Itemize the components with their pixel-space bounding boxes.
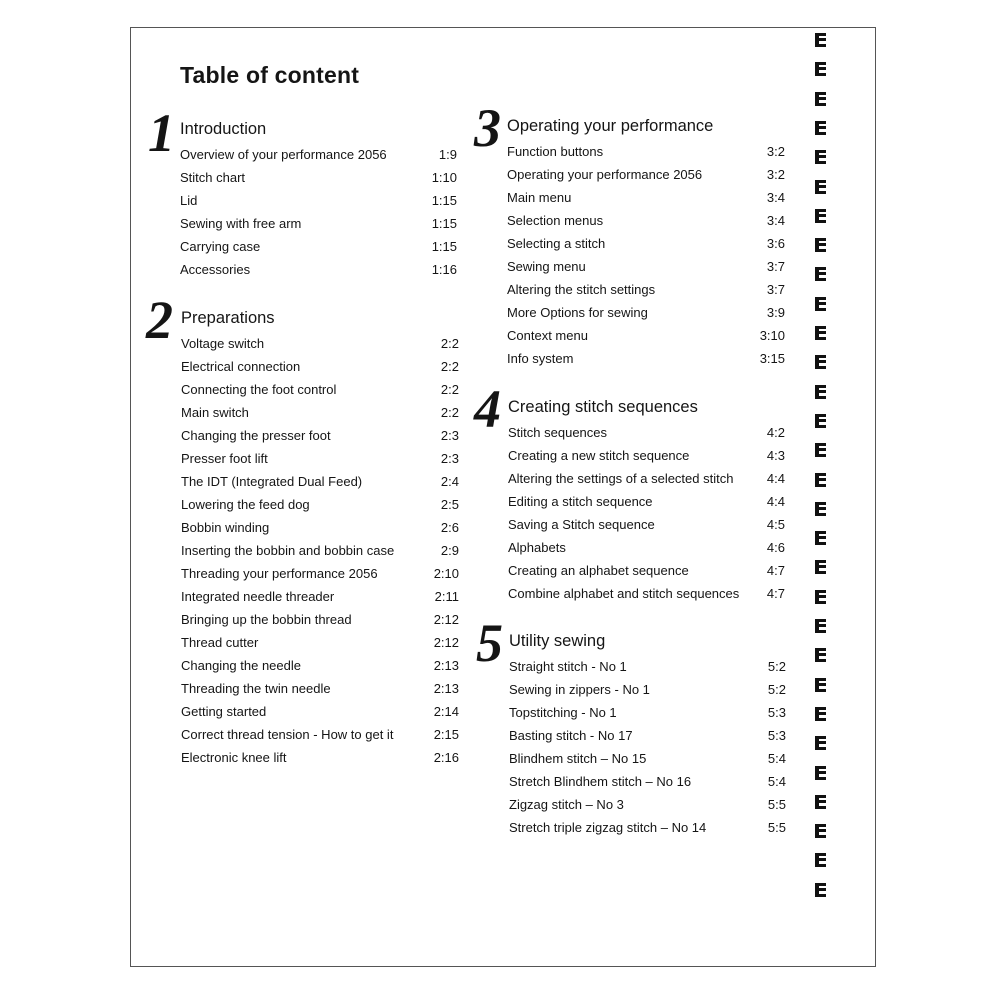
entry-label: Overview of your performance 2056 [180, 147, 387, 162]
toc-entry [181, 496, 459, 514]
entry-label: Topstitching - No 1 [509, 705, 617, 720]
binding-ring-icon [815, 590, 827, 604]
entry-page: 2:2 [440, 336, 459, 351]
toc-entry [180, 238, 457, 256]
entry-label: Bobbin winding [181, 520, 270, 535]
entry-label: Electrical connection [181, 359, 301, 374]
entry-label: More Options for sewing [507, 305, 648, 320]
entry-page: 5:4 [767, 774, 786, 789]
section-title: Utility sewing [509, 632, 606, 650]
entry-page: 4:4 [766, 494, 785, 509]
binding-ring-icon [815, 648, 827, 662]
toc-entry [181, 749, 459, 767]
entry-label: Alphabets [508, 540, 566, 555]
binding-ring-icon [815, 150, 827, 164]
entry-label: Carrying case [180, 239, 261, 254]
entry-label: Zigzag stitch – No 3 [509, 797, 624, 812]
binding-ring-icon [815, 560, 827, 574]
entry-label: Basting stitch - No 17 [509, 728, 633, 743]
entry-label: Stitch sequences [508, 425, 608, 440]
toc-entry [508, 447, 785, 465]
section-number: 3 [474, 98, 501, 158]
toc-entry [509, 681, 786, 699]
entry-label: Function buttons [507, 144, 604, 159]
entry-label: Accessories [180, 262, 251, 277]
entry-page: 4:7 [766, 563, 785, 578]
entry-label: Sewing menu [507, 259, 586, 274]
entry-label: Info system [507, 351, 574, 366]
toc-entry [181, 588, 459, 606]
entry-page: 2:2 [440, 359, 459, 374]
entry-page: 1:15 [431, 216, 457, 231]
entry-label: Connecting the foot control [181, 382, 337, 397]
entry-label: Selecting a stitch [507, 236, 606, 251]
entry-label: Integrated needle threader [181, 589, 335, 604]
binding-ring-icon [815, 238, 827, 252]
toc-entry [508, 493, 785, 511]
toc-entry [180, 192, 457, 210]
page-title: Table of content [180, 62, 360, 88]
entry-label: The IDT (Integrated Dual Feed) [181, 474, 363, 489]
binding-ring-icon [815, 92, 827, 106]
entry-label: Voltage switch [181, 336, 265, 351]
entry-label: Altering the settings of a selected stitch [508, 471, 734, 486]
entry-label: Editing a stitch sequence [508, 494, 653, 509]
entry-page: 4:7 [766, 586, 785, 601]
toc-entry [508, 470, 785, 488]
entry-page: 2:15 [433, 727, 459, 742]
toc-entry [509, 796, 786, 814]
toc-entry [180, 261, 457, 279]
toc-entry [181, 519, 459, 537]
entry-page: 3:4 [766, 190, 785, 205]
entry-page: 5:5 [767, 820, 786, 835]
binding-ring-icon [815, 678, 827, 692]
entry-label: Inserting the bobbin and bobbin case [181, 543, 395, 558]
binding-ring-icon [815, 824, 827, 838]
toc-entry [507, 327, 785, 345]
section-number: 5 [476, 613, 503, 673]
entry-page: 5:3 [767, 705, 786, 720]
entry-label: Sewing in zippers - No 1 [509, 682, 650, 697]
entry-page: 2:3 [440, 428, 459, 443]
toc-entry [507, 235, 785, 253]
entry-page: 3:7 [766, 282, 785, 297]
entry-label: Electronic knee lift [181, 750, 287, 765]
entry-page: 5:2 [767, 659, 786, 674]
entry-page: 2:11 [434, 589, 459, 604]
entry-page: 2:2 [440, 382, 459, 397]
entry-page: 3:10 [759, 328, 785, 343]
entry-label: Lowering the feed dog [181, 497, 310, 512]
entry-page: 2:12 [433, 635, 459, 650]
binding-ring-icon [815, 326, 827, 340]
entry-page: 2:5 [440, 497, 459, 512]
entry-page: 4:2 [766, 425, 785, 440]
section-number: 1 [148, 103, 175, 163]
entry-label: Creating an alphabet sequence [508, 563, 689, 578]
binding-ring-icon [815, 62, 827, 76]
entry-label: Getting started [181, 704, 267, 719]
entry-page: 1:15 [431, 239, 457, 254]
entry-label: Creating a new stitch sequence [508, 448, 690, 463]
entry-page: 2:2 [440, 405, 459, 420]
entry-label: Stitch chart [180, 170, 246, 185]
entry-page: 3:15 [759, 351, 785, 366]
binding-ring-icon [815, 473, 827, 487]
toc-entry [181, 726, 459, 744]
entry-page: 1:10 [431, 170, 457, 185]
binding-ring-icon [815, 443, 827, 457]
section-title: Operating your performance [507, 117, 714, 135]
toc-entry [181, 565, 459, 583]
binding-ring-icon [815, 180, 827, 194]
section-title: Introduction [180, 120, 267, 138]
binding-ring-icon [815, 121, 827, 135]
entry-page: 2:13 [433, 658, 459, 673]
binding-ring-icon [815, 267, 827, 281]
binding-ring-icon [815, 297, 827, 311]
binding-ring-icon [815, 707, 827, 721]
section-number: 2 [146, 290, 173, 350]
binding-ring-icon [815, 619, 827, 633]
entry-page: 3:2 [766, 144, 785, 159]
binding-ring-icon [815, 502, 827, 516]
entry-label: Context menu [507, 328, 588, 343]
section-number: 4 [474, 379, 501, 439]
binding-ring-icon [815, 414, 827, 428]
entry-page: 4:6 [766, 540, 785, 555]
entry-page: 1:15 [431, 193, 457, 208]
entry-page: 5:4 [767, 751, 786, 766]
binding-ring-icon [815, 736, 827, 750]
binding-ring-icon [815, 531, 827, 545]
toc-entry [507, 281, 785, 299]
toc-entry [181, 404, 459, 422]
toc-entry [509, 773, 786, 791]
toc-entry [507, 258, 785, 276]
toc-entry [181, 450, 459, 468]
entry-page: 3:7 [766, 259, 785, 274]
entry-label: Stretch Blindhem stitch – No 16 [509, 774, 692, 789]
entry-page: 5:5 [767, 797, 786, 812]
entry-label: Changing the needle [181, 658, 301, 673]
entry-label: Thread cutter [181, 635, 259, 650]
toc-entry [509, 727, 786, 745]
entry-page: 3:2 [766, 167, 785, 182]
entry-label: Correct thread tension - How to get it [181, 727, 394, 742]
entry-page: 5:3 [767, 728, 786, 743]
toc-entry [181, 427, 459, 445]
section-title: Creating stitch sequences [508, 398, 698, 416]
entry-label: Bringing up the bobbin thread [181, 612, 352, 627]
toc-entry [507, 143, 785, 161]
toc-entry [508, 562, 785, 580]
entry-page: 5:2 [767, 682, 786, 697]
binding-ring-icon [815, 795, 827, 809]
entry-page: 4:5 [766, 517, 785, 532]
toc-entry [509, 704, 786, 722]
toc-entry [507, 350, 785, 368]
entry-label: Operating your performance 2056 [507, 167, 703, 182]
toc-entry [181, 358, 459, 376]
binding-ring-icon [815, 209, 827, 223]
entry-page: 1:16 [431, 262, 457, 277]
entry-label: Combine alphabet and stitch sequences [508, 586, 740, 601]
binding-ring-icon [815, 355, 827, 369]
entry-label: Changing the presser foot [181, 428, 331, 443]
toc-entry [181, 611, 459, 629]
binding-ring-icon [815, 853, 827, 867]
entry-label: Lid [180, 193, 198, 208]
entry-label: Presser foot lift [181, 451, 268, 466]
toc-entry [181, 473, 459, 491]
entry-label: Saving a Stitch sequence [508, 517, 655, 532]
section-title: Preparations [181, 309, 275, 327]
entry-page: 2:13 [433, 681, 459, 696]
entry-label: Sewing with free arm [180, 216, 302, 231]
toc-entry [508, 424, 785, 442]
toc-entry [507, 166, 785, 184]
entry-label: Selection menus [507, 213, 604, 228]
entry-label: Straight stitch - No 1 [509, 659, 627, 674]
toc-entry [508, 539, 785, 557]
toc-entry [181, 381, 459, 399]
entry-page: 2:9 [440, 543, 459, 558]
entry-page: 2:3 [440, 451, 459, 466]
toc-entry [181, 657, 459, 675]
entry-label: Threading the twin needle [181, 681, 331, 696]
entry-page: 1:9 [438, 147, 457, 162]
entry-label: Main menu [507, 190, 572, 205]
binding-ring-icon [815, 766, 827, 780]
entry-page: 3:6 [766, 236, 785, 251]
toc-entry [507, 212, 785, 230]
entry-page: 2:6 [440, 520, 459, 535]
entry-page: 2:16 [433, 750, 459, 765]
toc-entry [181, 680, 459, 698]
entry-page: 3:9 [766, 305, 785, 320]
binding-ring-icon [815, 883, 827, 897]
toc-entry [507, 304, 785, 322]
entry-page: 2:4 [440, 474, 459, 489]
toc-entry [509, 750, 786, 768]
toc-entry [181, 542, 459, 560]
entry-label: Main switch [181, 405, 249, 420]
entry-page: 4:4 [766, 471, 785, 486]
entry-page: 2:12 [433, 612, 459, 627]
entry-page: 4:3 [766, 448, 785, 463]
toc-entry [507, 189, 785, 207]
entry-label: Threading your performance 2056 [181, 566, 378, 581]
toc-entry [180, 215, 457, 233]
toc-entry [181, 634, 459, 652]
entry-page: 2:14 [433, 704, 459, 719]
toc-entry [181, 335, 459, 353]
toc-entry [508, 516, 785, 534]
binding-ring-icon [815, 33, 827, 47]
toc-entry [180, 146, 457, 164]
toc-entry [180, 169, 457, 187]
toc-entry [181, 703, 459, 721]
toc-entry [509, 819, 786, 837]
entry-label: Blindhem stitch – No 15 [509, 751, 647, 766]
entry-page: 2:10 [433, 566, 459, 581]
entry-label: Stretch triple zigzag stitch – No 14 [509, 820, 707, 835]
toc-entry [508, 585, 785, 603]
toc-entry [509, 658, 786, 676]
entry-page: 3:4 [766, 213, 785, 228]
binding-ring-icon [815, 385, 827, 399]
entry-label: Altering the stitch settings [507, 282, 656, 297]
